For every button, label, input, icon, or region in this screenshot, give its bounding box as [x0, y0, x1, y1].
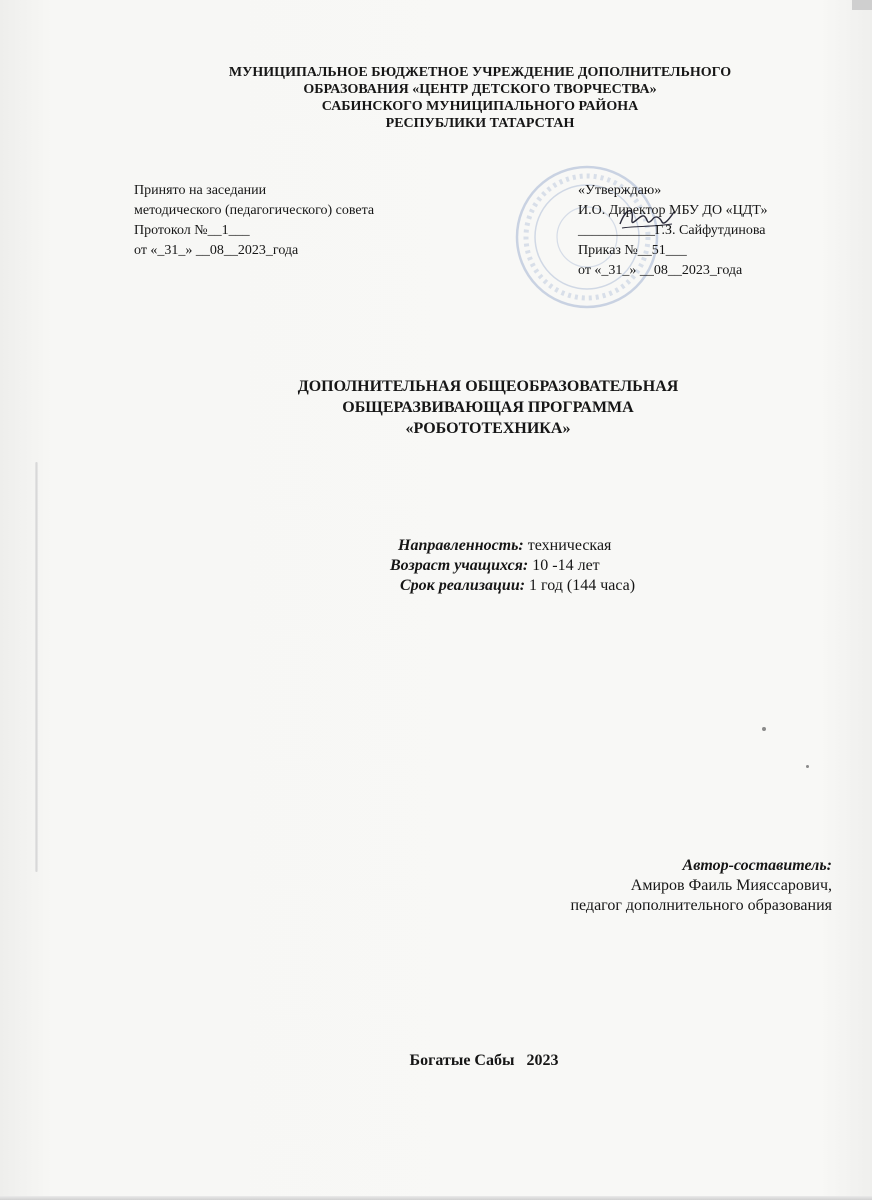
term-label: Срок реализации:	[400, 577, 526, 594]
place-and-year: Богатые Сабы 2023	[409, 1052, 559, 1069]
organization-header	[80, 64, 872, 132]
direction-value: техническая	[523, 537, 612, 554]
header-line: РЕСПУБЛИКИ ТАТАРСТАН	[385, 116, 575, 131]
approved-date: от «_31_» __08__2023_года	[578, 263, 743, 278]
header-line: ОБРАЗОВАНИЯ «ЦЕНТР ДЕТСКОГО ТВОРЧЕСТВА»	[303, 82, 657, 97]
scan-corner-mark	[852, 0, 872, 10]
scan-bottom-edge	[0, 1196, 872, 1200]
accepted-date: от «_31_» __08__2023_года	[134, 243, 299, 258]
author-position: педагог дополнительного образования	[570, 897, 832, 914]
author-label: Автор-составитель:	[682, 857, 832, 874]
age-row	[390, 556, 625, 576]
header-line: САБИНСКОГО МУНИЦИПАЛЬНОГО РАЙОНА	[321, 99, 639, 114]
scan-speck	[762, 727, 766, 731]
author-name: Амиров Фаиль Мияссарович,	[630, 877, 832, 894]
age-label: Возраст учащихся:	[390, 557, 529, 574]
protocol-number: Протокол №__1___	[134, 223, 250, 238]
program-title	[0, 376, 872, 439]
order-number: Приказ №__51___	[578, 243, 687, 258]
author-block	[570, 856, 832, 916]
binding-crease	[35, 462, 38, 872]
accepted-block	[134, 181, 374, 261]
director-title: И.О. Директор МБУ ДО «ЦДТ»	[578, 203, 768, 218]
term-row	[400, 576, 635, 596]
title-line: «РОБОТОТЕХНИКА»	[405, 420, 571, 437]
direction-row	[398, 536, 633, 556]
program-parameters	[390, 536, 636, 596]
approve-heading: «Утверждаю»	[578, 183, 662, 198]
approved-block	[578, 181, 767, 281]
scan-speck	[806, 765, 809, 768]
director-signature-line: ___________Г.З. Сайфутдинова	[578, 223, 766, 238]
header-line: МУНИЦИПАЛЬНОЕ БЮДЖЕТНОЕ УЧРЕЖДЕНИЕ ДОПОЛНИТЕЛЬНОГО	[228, 65, 732, 80]
term-value: 1 год (144 часа)	[525, 577, 636, 594]
direction-label: Направленность:	[398, 537, 524, 554]
age-value: 10 -14 лет	[528, 557, 600, 574]
title-line: ДОПОЛНИТЕЛЬНАЯ ОБЩЕОБРАЗОВАТЕЛЬНАЯ	[297, 378, 679, 395]
accepted-line: Принято на заседании	[134, 183, 267, 198]
title-line: ОБЩЕРАЗВИВАЮЩАЯ ПРОГРАММА	[342, 399, 634, 416]
accepted-line: методического (педагогического) совета	[134, 203, 375, 218]
